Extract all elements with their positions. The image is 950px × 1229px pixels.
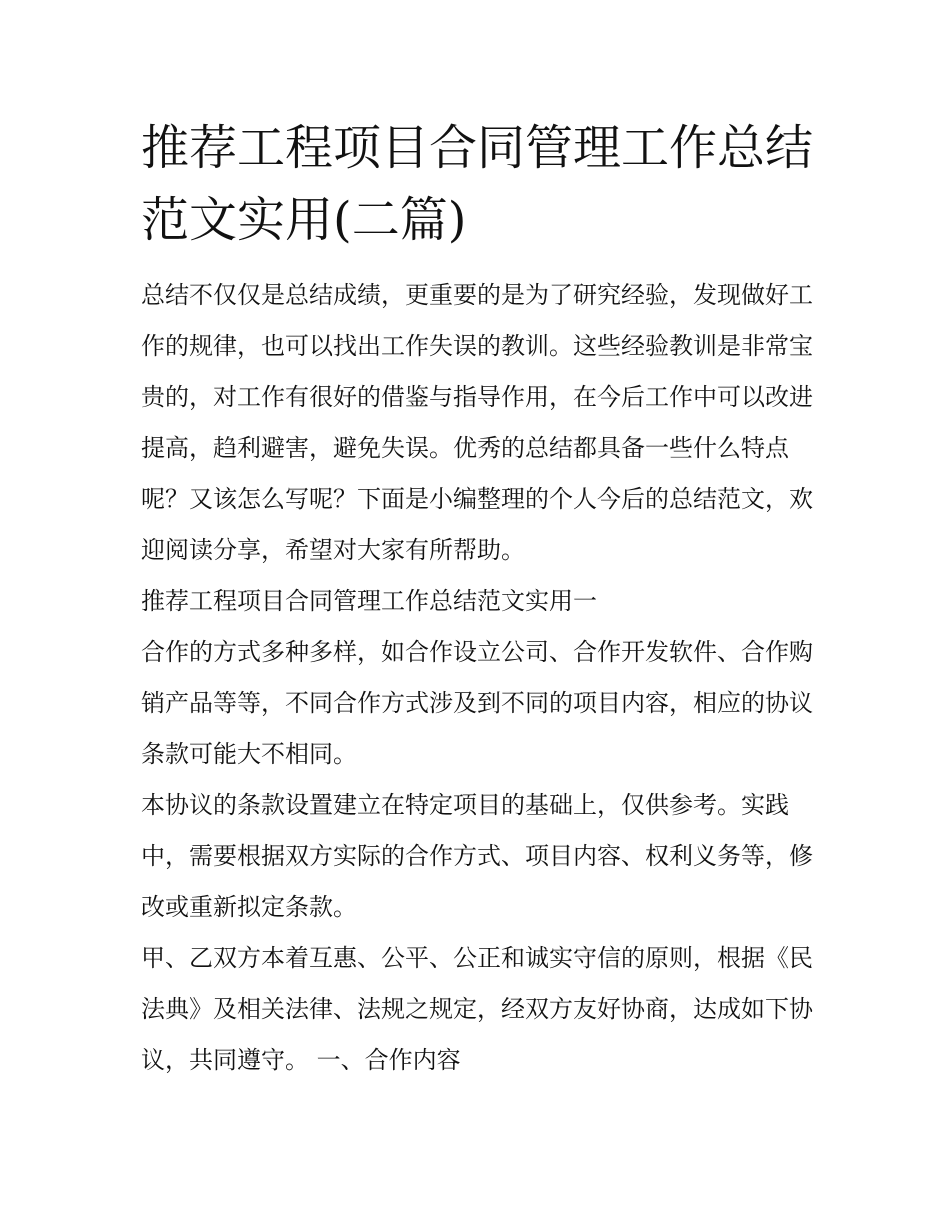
document-body: [141, 112, 813, 1086]
document-title: 推荐工程项目合同管理工作总结范文实用(二篇): [141, 120, 814, 248]
paragraph-agreement-principles: 甲、乙双方本着互惠、公平、公正和诚实守信的原则，根据《民法典》及相关法律、法规之规定，经双方友好协商，达成如下协议，共同遵守。 一、合作内容: [141, 944, 813, 1074]
paragraph-cooperation-methods: 合作的方式多种多样，如合作设立公司、合作开发软件、合作购销产品等等，不同合作方式涉及到不同的项目内容，相应的协议条款可能大不相同。: [141, 638, 813, 768]
section-heading: 推荐工程项目合同管理工作总结范文实用一: [141, 587, 597, 615]
paragraph-reference-note: 本协议的条款设置建立在特定项目的基础上，仅供参考。实践中，需要根据双方实际的合作方式、项目内容、权利义务等，修改或重新拟定条款。: [141, 791, 813, 921]
intro-paragraph: 总结不仅仅是总结成绩，更重要的是为了研究经验，发现做好工作的规律，也可以找出工作失误的教训。这些经验教训是非常宝贵的，对工作有很好的借鉴与指导作用，在今后工作中可以改进提高，趋利避害，避免失误。优秀的总结都具备一些什么特点呢？又该怎么写呢？下面是小编整理的个人今后的总结范文，欢迎阅读分享，希望对大家有所帮助。: [141, 281, 813, 564]
